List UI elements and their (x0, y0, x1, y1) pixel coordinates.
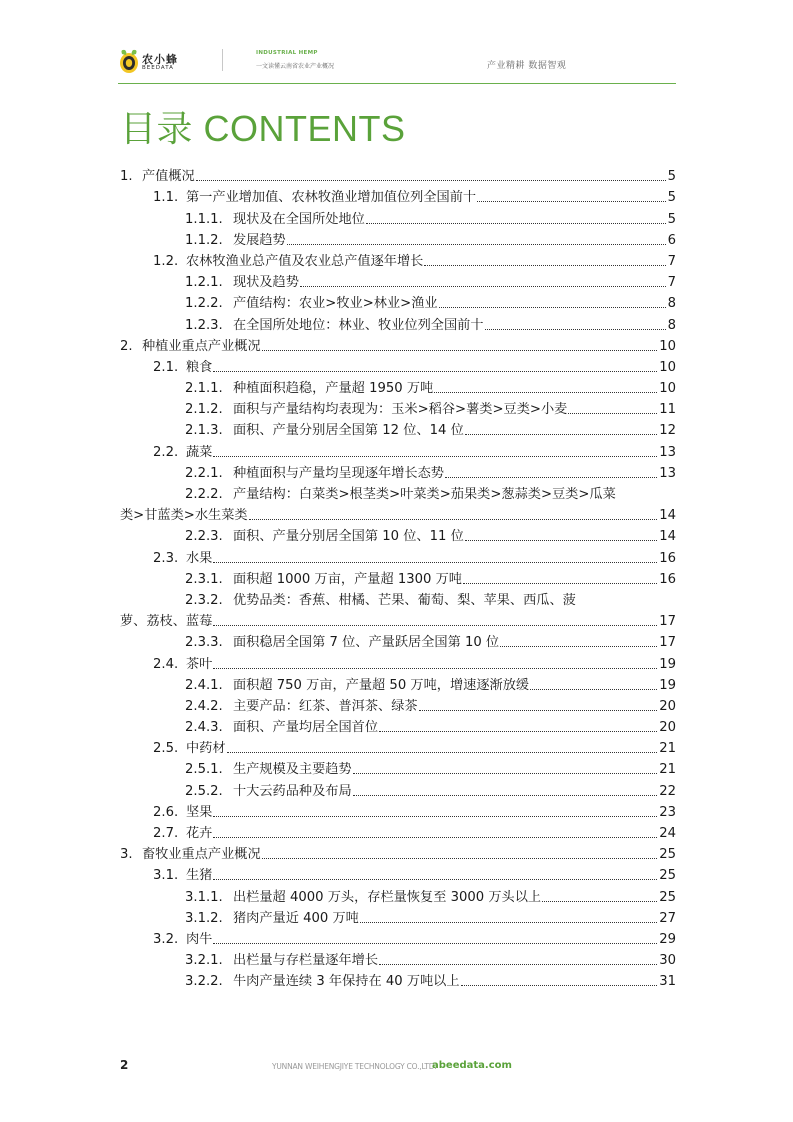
toc-entry-page: 12 (659, 423, 676, 439)
toc-entry-title: 出栏量超 4000 万头，存栏量恢复至 3000 万头以上 (233, 889, 542, 905)
toc-leader-dots (213, 562, 657, 563)
toc-entry[interactable] (120, 651, 676, 672)
toc-entry[interactable] (120, 355, 676, 376)
toc-entry[interactable] (120, 461, 676, 482)
toc-leader-dots (500, 646, 657, 647)
toc-entry-page: 22 (659, 783, 676, 799)
toc-leader-dots (287, 244, 666, 245)
toc-entry-number: 2.6. (153, 804, 179, 820)
toc-entry-page: 5 (667, 169, 676, 185)
toc-entry[interactable] (120, 821, 676, 842)
toc-entry-page: 8 (667, 296, 676, 312)
toc-entry-title: 生产规模及主要趋势 (233, 762, 352, 778)
toc-entry-page: 13 (659, 444, 676, 460)
toc-entry-number: 2.1.3. (185, 423, 223, 439)
logo-text-cn: 农小蜂 (142, 53, 178, 66)
toc-entry-page: 30 (659, 953, 676, 969)
toc-entry-number: 3.1.2. (185, 910, 223, 926)
toc-entry-title: 现状及趋势 (233, 275, 299, 291)
toc-entry-title: 畜牧业重点产业概况 (142, 847, 261, 863)
toc-leader-dots (353, 795, 658, 796)
toc-entry-title: 粮食 (186, 359, 213, 375)
toc-leader-dots (227, 752, 658, 753)
toc-entry-page: 10 (659, 338, 676, 354)
toc-entry-page: 21 (659, 741, 676, 757)
toc-entry[interactable] (120, 397, 676, 418)
toc-leader-dots (379, 964, 657, 965)
toc-entry[interactable] (120, 673, 676, 694)
toc-entry-number: 2.5.1. (185, 762, 223, 778)
toc-entry-number: 2.5. (153, 741, 179, 757)
toc-entry[interactable] (120, 164, 676, 185)
toc-entry-number: 2.2.1. (185, 465, 223, 481)
header-rule (118, 83, 676, 84)
beedata-logo (118, 48, 208, 76)
toc-entry[interactable] (120, 588, 676, 609)
toc-entry-page: 19 (659, 677, 676, 693)
toc-entry[interactable] (120, 545, 676, 566)
toc-leader-dots (445, 477, 657, 478)
toc-entry-number: 1. (120, 169, 133, 185)
footer-website: abeedata.com (432, 1060, 512, 1071)
toc-leader-dots (477, 201, 665, 202)
toc-entry-title: 优势品类：香蕉、柑橘、芒果、葡萄、梨、苹果、西瓜、菠 (233, 592, 576, 608)
toc-entry-page: 25 (659, 847, 676, 863)
toc-entry-page: 23 (659, 804, 676, 820)
toc-entry-number: 3.2.1. (185, 953, 223, 969)
toc-entry-title: 产量结构：白菜类>根茎类>叶菜类>茄果类>葱蒜类>豆类>瓜菜 (233, 487, 616, 502)
toc-entry-page: 16 (659, 571, 676, 587)
toc-entry[interactable] (120, 736, 676, 757)
table-of-contents (120, 164, 676, 990)
toc-entry[interactable] (120, 715, 676, 736)
toc-entry-number: 2.4.1. (185, 677, 223, 693)
toc-entry-title: 面积稳居全国第 7 位、产量跃居全国第 10 位 (233, 635, 500, 651)
toc-entry[interactable] (120, 800, 676, 821)
toc-entry-title: 出栏量与存栏量逐年增长 (233, 953, 379, 969)
toc-entry-title: 第一产业增加值、农林牧渔业增加值位列全国前十 (186, 190, 477, 206)
toc-entry[interactable] (120, 863, 676, 884)
toc-entry-title: 猪肉产量近 400 万吨 (233, 910, 359, 926)
toc-leader-dots (366, 223, 666, 224)
toc-entry[interactable] (120, 376, 676, 397)
toc-entry[interactable] (120, 842, 676, 863)
toc-leader-dots (461, 985, 658, 986)
toc-entry-number: 2.3.3. (185, 635, 223, 651)
toc-entry-page: 10 (659, 381, 676, 397)
toc-leader-dots (439, 307, 666, 308)
toc-entry-title: 面积、产量分别居全国第 12 位、14 位 (233, 423, 464, 439)
toc-entry-number: 1.1.2. (185, 232, 223, 248)
toc-entry-page: 31 (659, 974, 676, 990)
toc-entry-page: 27 (659, 910, 676, 926)
toc-entry[interactable] (120, 270, 676, 291)
toc-entry-title: 牛肉产量连续 3 年保持在 40 万吨以上 (233, 974, 460, 990)
toc-entry-title-continued: 萝、荔枝、蓝莓 (120, 614, 213, 630)
toc-entry-number: 2.2. (153, 444, 179, 460)
toc-leader-dots (213, 668, 657, 669)
toc-entry-page: 6 (667, 232, 676, 248)
toc-entry-page: 10 (659, 359, 676, 375)
toc-entry-number: 3.2.2. (185, 974, 223, 990)
header-subtitle-cn: 一文读懂云南省农业产业概况 (256, 63, 335, 70)
toc-entry-title: 十大云药品种及布局 (233, 783, 352, 799)
toc-entry-title: 面积超 750 万亩，产量超 50 万吨，增速逐渐放缓 (233, 677, 530, 693)
toc-entry[interactable] (120, 884, 676, 905)
toc-entry-page: 16 (659, 550, 676, 566)
toc-entry-page: 20 (659, 698, 676, 714)
toc-entry[interactable] (120, 482, 676, 503)
toc-leader-dots (262, 858, 658, 859)
toc-entry-number: 3.2. (153, 931, 179, 947)
toc-leader-dots (213, 816, 657, 817)
toc-entry-number: 2.4. (153, 656, 179, 672)
page-number: 2 (120, 1058, 129, 1072)
toc-leader-dots (530, 689, 657, 690)
toc-entry[interactable] (120, 948, 676, 969)
toc-entry-number: 2.7. (153, 826, 179, 841)
toc-entry-title: 花卉 (186, 826, 213, 841)
toc-entry-page: 24 (659, 826, 676, 841)
toc-entry-title: 面积、产量分别居全国第 10 位、11 位 (233, 529, 464, 545)
header-slogan: 产业精耕 数据智观 (487, 61, 567, 71)
toc-leader-dots (465, 434, 657, 435)
header-subtitle-en: INDUSTRIAL HEMP (256, 50, 318, 56)
toc-entry-page: 20 (659, 720, 676, 736)
toc-entry-title: 生猪 (186, 868, 213, 884)
toc-entry-number: 2.4.3. (185, 720, 223, 736)
toc-entry-number: 1.2.3. (185, 317, 223, 333)
toc-entry-page: 17 (659, 614, 676, 630)
toc-leader-dots (424, 265, 665, 266)
toc-leader-dots (249, 519, 658, 520)
toc-entry-number: 2.2.3. (185, 529, 223, 545)
toc-leader-dots (360, 922, 657, 923)
toc-entry-page: 11 (659, 402, 676, 418)
toc-leader-dots (213, 456, 657, 457)
toc-entry[interactable] (120, 228, 676, 249)
toc-leader-dots (542, 901, 657, 902)
toc-entry-title: 中药材 (186, 741, 226, 757)
toc-leader-dots (262, 350, 658, 351)
toc-entry-continuation[interactable] (120, 503, 676, 524)
toc-entry[interactable] (120, 185, 676, 206)
toc-entry-page: 14 (659, 508, 676, 524)
toc-entry[interactable] (120, 334, 676, 355)
toc-entry-title: 茶叶 (186, 656, 213, 672)
toc-entry-title: 种植面积趋稳，产量超 1950 万吨 (233, 381, 434, 397)
toc-entry-number: 2.4.2. (185, 698, 223, 714)
toc-entry[interactable] (120, 927, 676, 948)
toc-leader-dots (213, 837, 657, 838)
toc-entry-number: 2.1.2. (185, 402, 223, 418)
toc-entry-number: 2.3.1. (185, 571, 223, 587)
toc-leader-dots (213, 371, 657, 372)
toc-entry-page: 7 (667, 275, 676, 291)
toc-entry-title: 农林牧渔业总产值及农业总产值逐年增长 (186, 253, 424, 269)
toc-entry-number: 2.3. (153, 550, 179, 566)
toc-entry[interactable] (120, 249, 676, 270)
toc-entry-number: 3.1.1. (185, 889, 223, 905)
toc-entry-number: 2.1. (153, 359, 179, 375)
toc-entry-page: 13 (659, 465, 676, 481)
toc-entry-page: 14 (659, 529, 676, 545)
toc-entry-title: 坚果 (186, 804, 213, 820)
toc-entry-title: 种植业重点产业概况 (142, 338, 261, 354)
toc-entry-number: 3. (120, 847, 133, 863)
toc-leader-dots (379, 731, 657, 732)
toc-entry-page: 29 (659, 931, 676, 947)
toc-entry-title: 发展趋势 (233, 232, 286, 248)
toc-entry-title: 水果 (186, 550, 213, 566)
toc-entry-number: 1.1.1. (185, 211, 223, 227)
toc-leader-dots (213, 943, 657, 944)
toc-entry-page: 25 (659, 889, 676, 905)
page-title: 目录 CONTENTS (120, 108, 406, 149)
toc-entry-number: 2.1.1. (185, 381, 223, 397)
toc-entry[interactable] (120, 694, 676, 715)
toc-entry[interactable] (120, 778, 676, 799)
toc-entry-title: 种植面积与产量均呈现逐年增长态势 (233, 465, 444, 481)
toc-entry[interactable] (120, 906, 676, 927)
toc-leader-dots (465, 540, 657, 541)
toc-entry[interactable] (120, 567, 676, 588)
toc-leader-dots (568, 413, 657, 414)
toc-entry-number: 1.2.2. (185, 296, 223, 312)
bee-logo-icon (118, 48, 140, 74)
toc-leader-dots (419, 710, 658, 711)
toc-leader-dots (353, 773, 658, 774)
toc-entry-number: 2. (120, 338, 133, 354)
toc-entry-title: 面积、产量均居全国首位 (233, 720, 379, 736)
toc-entry-title: 现状及在全国所处地位 (233, 211, 365, 227)
toc-leader-dots (213, 625, 657, 626)
toc-leader-dots (434, 392, 657, 393)
toc-entry-title: 蔬菜 (186, 444, 213, 460)
page-header (0, 0, 793, 86)
toc-entry[interactable] (120, 439, 676, 460)
toc-entry-number: 1.2. (153, 253, 179, 269)
toc-entry[interactable] (120, 418, 676, 439)
toc-entry[interactable] (120, 206, 676, 227)
toc-entry[interactable] (120, 630, 676, 651)
toc-leader-dots (463, 583, 657, 584)
toc-entry-title: 产值结构：农业>牧业>林业>渔业 (233, 296, 438, 312)
toc-entry-number: 3.1. (153, 868, 179, 884)
toc-leader-dots (196, 180, 666, 181)
toc-entry-number: 2.5.2. (185, 783, 223, 799)
toc-entry-number: 1.1. (153, 190, 179, 206)
toc-entry[interactable] (120, 312, 676, 333)
toc-entry-title: 面积超 1000 万亩，产量超 1300 万吨 (233, 571, 462, 587)
toc-entry-title: 面积与产量结构均表现为：玉米>稻谷>薯类>豆类>小麦 (233, 402, 568, 418)
toc-entry-page: 8 (667, 317, 676, 333)
toc-entry-continuation[interactable] (120, 609, 676, 630)
toc-entry[interactable] (120, 291, 676, 312)
toc-entry[interactable] (120, 757, 676, 778)
footer-company: YUNNAN WEIHENGJIYE TECHNOLOGY CO.,LTD. (272, 1062, 437, 1071)
toc-leader-dots (485, 329, 666, 330)
toc-entry[interactable] (120, 524, 676, 545)
toc-entry-title: 在全国所处地位：林业、牧业位列全国前十 (233, 317, 484, 333)
toc-entry[interactable] (120, 969, 676, 990)
toc-entry-title-continued: 类>甘蓝类>水生菜类 (120, 508, 248, 524)
toc-entry-page: 19 (659, 656, 676, 672)
toc-entry-page: 5 (667, 211, 676, 227)
toc-entry-number: 1.2.1. (185, 275, 223, 291)
toc-entry-page: 7 (667, 253, 676, 269)
toc-leader-dots (300, 286, 666, 287)
toc-entry-number: 2.3.2. (185, 592, 223, 608)
toc-entry-page: 21 (659, 762, 676, 778)
header-divider (222, 49, 223, 71)
toc-entry-title: 产值概况 (142, 169, 195, 185)
toc-entry-title: 主要产品：红茶、普洱茶、绿茶 (233, 698, 418, 714)
toc-entry-number: 2.2.2. (185, 487, 223, 502)
toc-entry-title: 肉牛 (186, 931, 213, 947)
toc-entry-page: 25 (659, 868, 676, 884)
logo-text-en: BEEDATA (142, 65, 174, 71)
toc-leader-dots (213, 879, 657, 880)
toc-entry-page: 17 (659, 635, 676, 651)
toc-entry-page: 5 (667, 190, 676, 206)
